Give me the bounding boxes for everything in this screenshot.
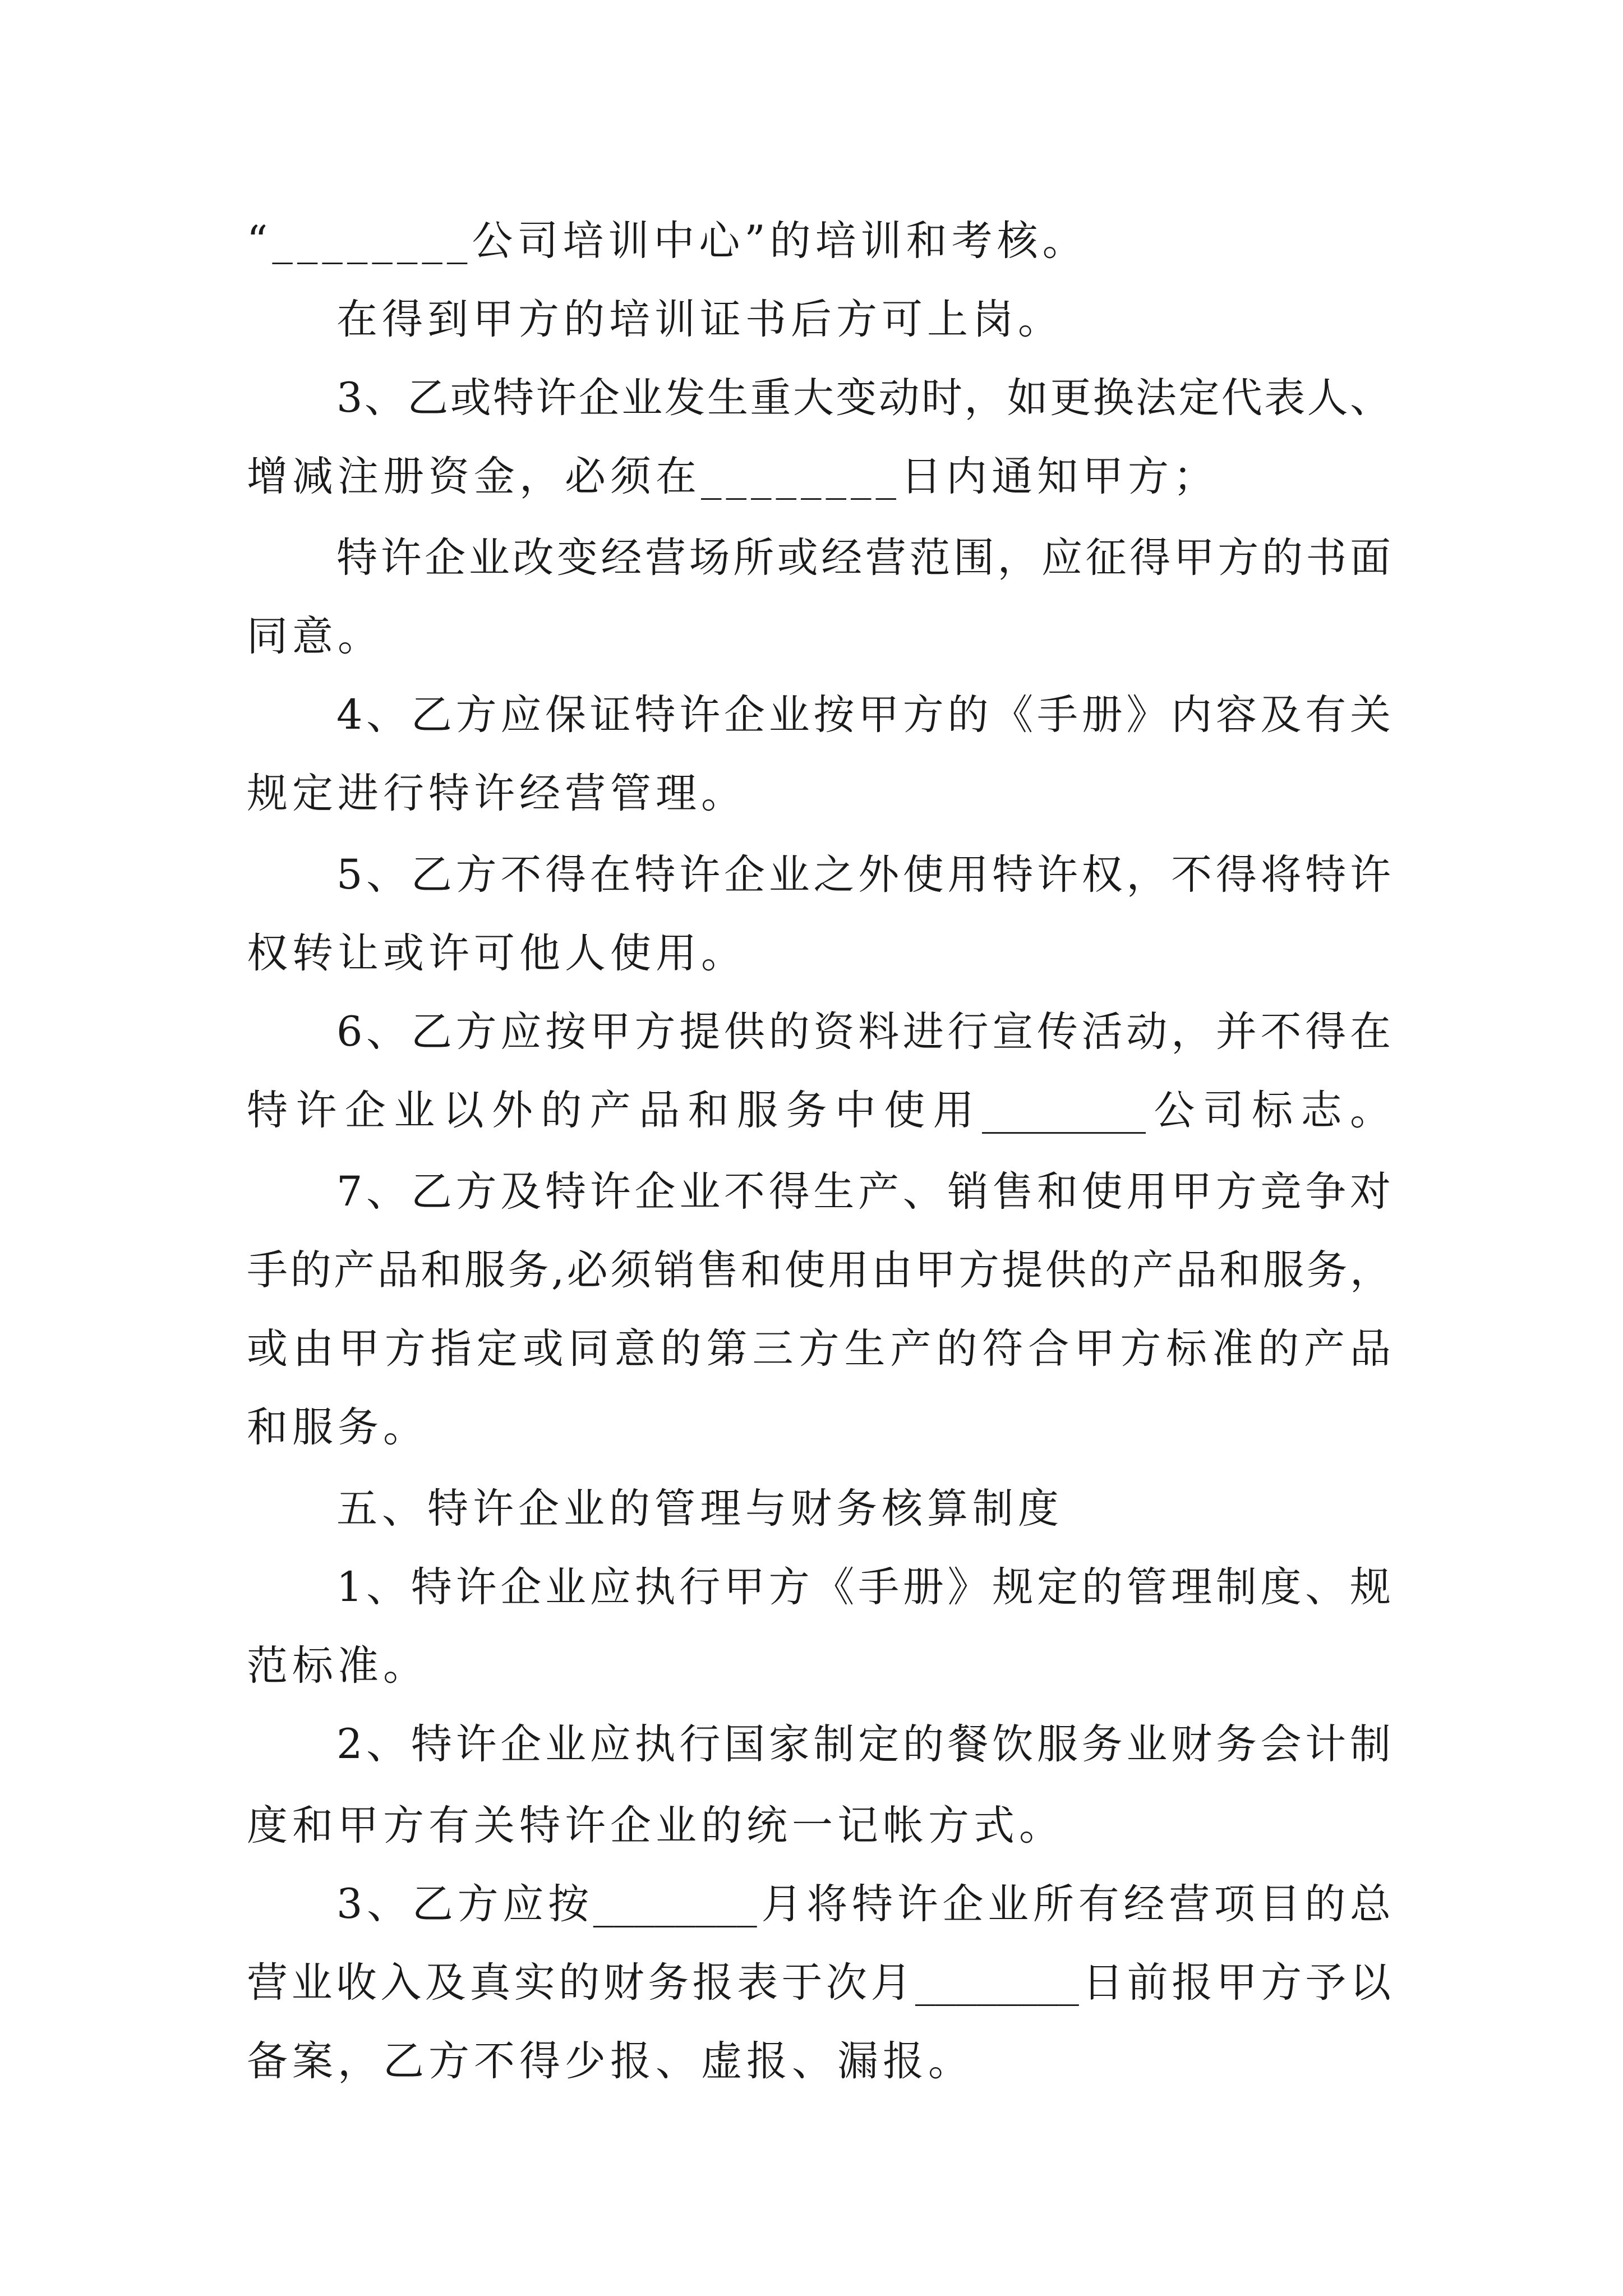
section-heading: 五、特许企业的管理与财务核算制度: [336, 1485, 1063, 1533]
text-line-13: 7、乙方及特许企业不得生产、销售和使用甲方竞争对: [336, 1168, 1391, 1216]
text-line-11: 6、乙方应按甲方提供的资料进行宣传活动，并不得在: [336, 1008, 1391, 1056]
text-line-7: 4、乙方应保证特许企业按甲方的《手册》内容及有关: [336, 691, 1391, 739]
text-line-9: 5、乙方不得在特许企业之外使用特许权，不得将特许: [336, 851, 1391, 899]
text-line-20: 2、特许企业应执行国家制定的餐饮服务业财务会计制: [336, 1720, 1391, 1768]
text-line-6: 同意。: [247, 613, 383, 660]
text-line-1: “________公司培训中心”的培训和考核。: [247, 217, 1088, 265]
text-line-8: 规定进行特许经营管理。: [247, 770, 746, 817]
text-line-16: 和服务。: [247, 1404, 428, 1451]
text-line-21: 度和甲方有关特许企业的统一记帐方式。: [247, 1802, 1064, 1849]
text-line-12: 特许企业以外的产品和服务中使用________公司标志。: [247, 1087, 1391, 1134]
text-line-5: 特许企业改变经营场所或经营范围，应征得甲方的书面: [336, 534, 1391, 582]
text-line-10: 权转让或许可他人使用。: [247, 930, 746, 977]
text-line-15: 或由甲方指定或同意的第三方生产的符合甲方标准的产品: [247, 1325, 1391, 1373]
text-line-18: 1、特许企业应执行甲方《手册》规定的管理制度、规: [336, 1563, 1391, 1611]
text-line-14: 手的产品和服务,必须销售和使用由甲方提供的产品和服务，: [247, 1246, 1391, 1294]
text-line-2: 在得到甲方的培训证书后方可上岗。: [336, 296, 1063, 343]
text-line-4: 增减注册资金，必须在________日内通知甲方；: [247, 453, 1219, 500]
text-line-24: 备案，乙方不得少报、虚报、漏报。: [247, 2037, 974, 2085]
text-line-22: 3、乙方应按________月将特许企业所有经营项目的总: [336, 1880, 1391, 1928]
text-line-23: 营业收入及真实的财务报表于次月________日前报甲方予以: [247, 1959, 1391, 2007]
text-line-19: 范标准。: [247, 1642, 428, 1690]
text-line-3: 3、乙或特许企业发生重大变动时，如更换法定代表人、: [336, 374, 1391, 422]
